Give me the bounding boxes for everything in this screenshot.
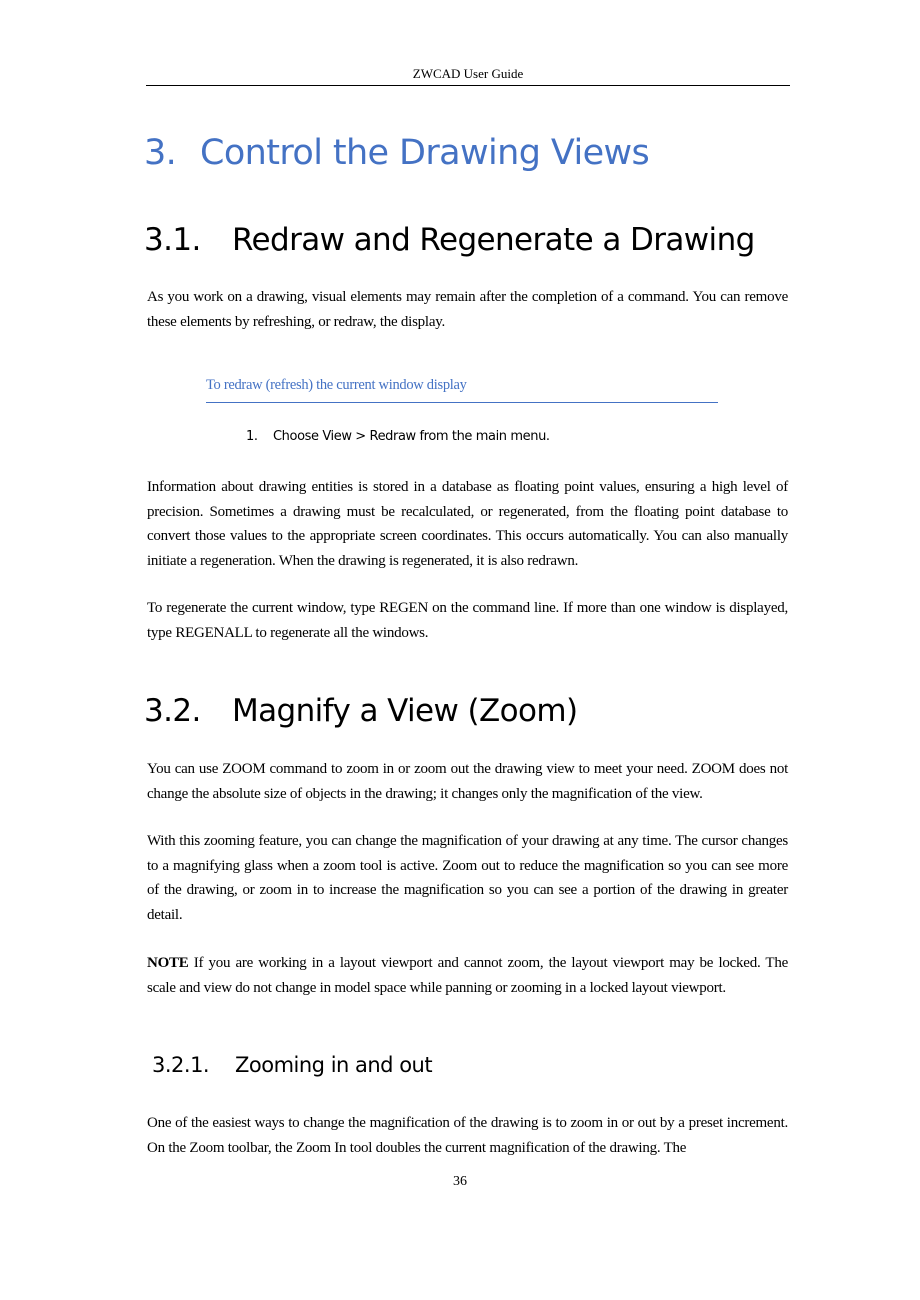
note-text: If you are working in a layout viewport and cannot zoom, the layout viewport may be locked. The scale and view do not change in model space while panning or zooming in a locked layout viewport.	[147, 955, 788, 996]
section-number: 3.1.	[144, 222, 201, 258]
note-label: NOTE	[147, 955, 189, 971]
section-heading-3-1	[144, 222, 755, 258]
section-number: 3.2.	[144, 693, 201, 729]
procedure-step	[246, 429, 550, 444]
step-number: 1.	[246, 429, 258, 444]
paragraph-redraw-intro: As you work on a drawing, visual elements may remain after the completion of a command. You can remove these elements by refreshing, or redraw, the display.	[147, 289, 788, 330]
subsection-heading-3-2-1	[152, 1053, 432, 1077]
section-title: Redraw and Regenerate a Drawing	[232, 222, 755, 258]
paragraph-zoom-intro: You can use ZOOM command to zoom in or zoom out the drawing view to meet your need. ZOOM does not change the absolute size of objects in the drawing; it changes only the magnification of the view.	[147, 761, 788, 802]
section-heading-3-2	[144, 693, 577, 729]
subsection-title: Zooming in and out	[235, 1053, 433, 1077]
procedure-title: To redraw (refresh) the current window display	[206, 377, 718, 403]
running-header: ZWCAD User Guide	[146, 66, 790, 86]
paragraph-zoom-feature: With this zooming feature, you can change the magnification of your drawing at any time. The cursor changes to a magnifying glass when a zoom tool is active. Zoom out to reduce the magnification so you can see more of the drawing, or zoom in to increase the magnification so you can see a portion of the drawing in greater detail.	[147, 833, 788, 923]
page-number: 36	[453, 1174, 467, 1189]
note-paragraph	[147, 951, 788, 1000]
chapter-heading	[144, 133, 649, 173]
chapter-title: Control the Drawing Views	[200, 133, 650, 173]
subsection-number: 3.2.1.	[152, 1053, 210, 1077]
paragraph-regen-command: To regenerate the current window, type REGEN on the command line. If more than one window is displayed, type REGENALL to regenerate all the windows.	[147, 600, 788, 641]
chapter-number: 3.	[144, 133, 177, 173]
paragraph-zooming-in-out: One of the easiest ways to change the magnification of the drawing is to zoom in or out by a preset increment. On the Zoom toolbar, the Zoom In tool doubles the current magnification of the drawing. The	[147, 1115, 788, 1156]
section-title: Magnify a View (Zoom)	[232, 693, 578, 729]
paragraph-regeneration: Information about drawing entities is stored in a database as floating point values, ensuring a high level of precision. Sometimes a drawing must be recalculated, or regenerated, from the floating point database to convert those values to the appropriate screen coordinates. This occurs automatically. You can also manually initiate a regeneration. When the drawing is regenerated, it is also redrawn.	[147, 479, 788, 569]
step-text: Choose View > Redraw from the main menu.	[273, 429, 550, 444]
